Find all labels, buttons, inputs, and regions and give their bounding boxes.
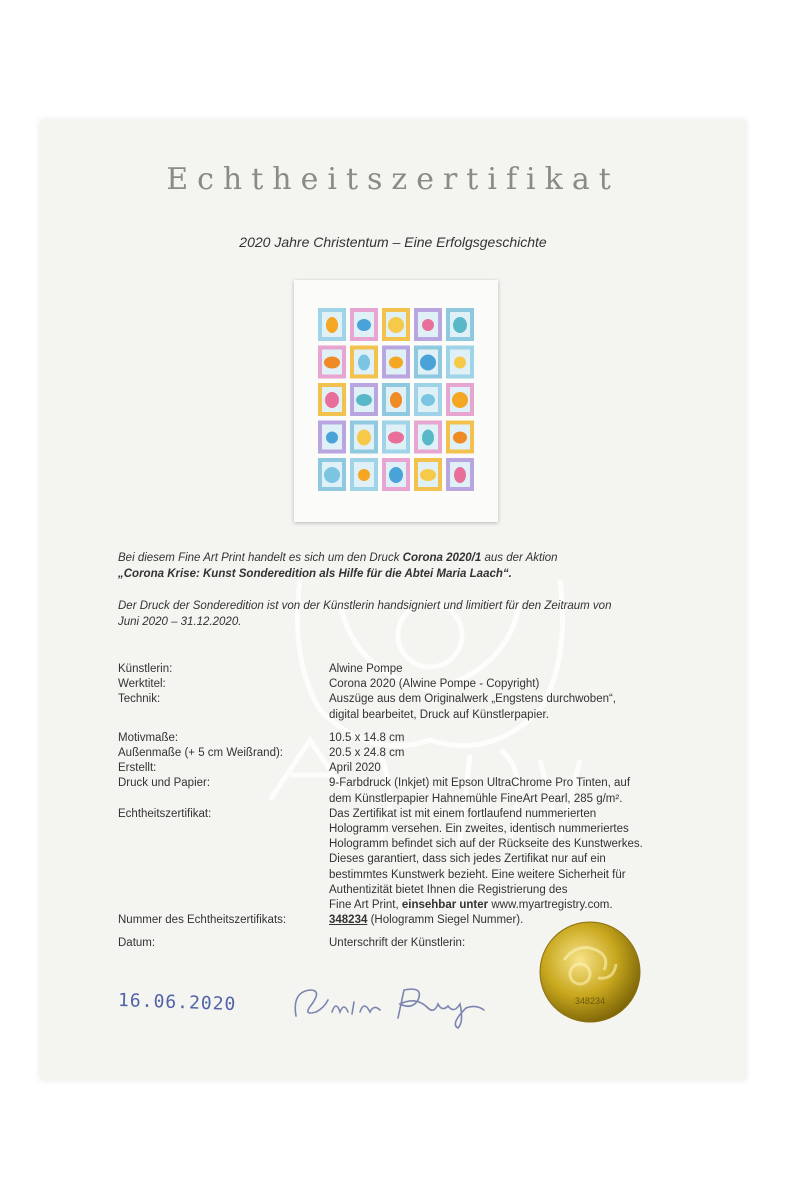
signature-label: Unterschrift der Künstlerin: (329, 937, 466, 950)
detail-row-artist: Künstlerin: Alwine Pompe (118, 663, 403, 675)
artwork-tile (446, 346, 474, 379)
artwork-tile (382, 421, 410, 454)
intro-paragraph-2: Der Druck der Sonderedition ist von der Künstlerin handsigniert und limitiert für den Zeitraum von Juni 2020 – 31.12.2020. (118, 600, 612, 628)
artwork-tile (382, 346, 410, 379)
artwork-tile (318, 308, 346, 341)
registry-url: www.myartregistry.com. (488, 899, 613, 912)
detail-row-motif-size: Motivmaße: 10.5 x 14.8 cm (118, 731, 405, 744)
certificate-paper (40, 120, 746, 1080)
date-label: Datum: (118, 937, 156, 950)
artwork-tile-grid (316, 306, 476, 496)
artwork-tile (414, 421, 442, 454)
detail-row-created: Erstellt: April 2020 (118, 762, 381, 775)
artwork-tile (382, 383, 410, 416)
artwork-tile (446, 421, 474, 454)
artwork-tile (318, 458, 346, 491)
certificate-subtitle: 2020 Jahre Christentum – Eine Erfolgsgeschichte (239, 234, 547, 250)
detail-row-print-paper: Druck und Papier: 9-Farbdruck (Inkjet) mit Epson UltraChrome Pro Tinten, auf dem Künstlerpapier Hahnemühle FineArt Pearl, 285 g/m². (118, 777, 631, 805)
artwork-tile (350, 421, 378, 454)
handwritten-date: 16.06.2020 (117, 989, 237, 1016)
artwork-tile (350, 346, 378, 379)
artwork-tile (350, 458, 378, 491)
intro-paragraph-1: Bei diesem Fine Art Print handelt es sich um den Druck Corona 2020/1 aus der Aktion „Corona Krise: Kunst Sonderedition als Hilfe für die Abtei Maria Laach“. (118, 552, 558, 580)
artwork-tile (350, 308, 378, 341)
print-edition-name: Corona 2020/1 (402, 552, 482, 564)
hologram-seal (538, 920, 642, 1024)
details-table (118, 662, 718, 952)
artwork-tile (414, 383, 442, 416)
certificate-number: 348234 (329, 914, 368, 927)
artwork-tile (414, 346, 442, 379)
seal-number: 348234 (574, 996, 606, 1006)
artwork-tile (446, 458, 474, 491)
certificate-title: Echtheitszertifikat (166, 162, 620, 197)
campaign-name: „Corona Krise: Kunst Sonderedition als Hilfe für die Abtei Maria Laach“. (118, 568, 512, 580)
artwork-tile (318, 421, 346, 454)
artwork-tile (318, 346, 346, 379)
artist-signature (288, 982, 498, 1032)
artwork-tile (350, 383, 378, 416)
artwork-thumbnail (294, 280, 498, 522)
detail-row-certificate: Echtheitszertifikat: Das Zertifikat ist mit einem fortlaufend nummerierten Hologramm versehen. Ein zweites, identisch nummeriertes Hologramm befindet sich auf der Rückseite des Kunstwerkes. Dieses garantiert, dass sich jedes Zertifikat nur auf ein bestimmtes Kunstwerk bezieht. Eine weitere Sicherheit für Authentizität bietet Ihnen die Registrierung des Fine Art Print, einsehbar unter www.myartregistry.com. (118, 807, 643, 912)
artwork-tile (414, 458, 442, 491)
artwork-tile (382, 308, 410, 341)
detail-row-technique: Technik: Auszüge aus dem Originalwerk „Engstens durchwoben“, digital bearbeitet, Druck auf Künstlerpapier. (118, 693, 617, 721)
artwork-tile (318, 383, 346, 416)
artwork-tile (414, 308, 442, 341)
intro-text (118, 550, 678, 646)
artwork-tile (382, 458, 410, 491)
detail-row-title: Werktitel: Corona 2020 (Alwine Pompe - Copyright) (118, 678, 540, 691)
artwork-tile (446, 383, 474, 416)
detail-row-outer-size: Außenmaße (+ 5 cm Weißrand): 20.5 x 24.8 cm (118, 747, 405, 760)
artwork-tile (446, 308, 474, 341)
detail-row-cert-number: Nummer des Echtheitszertifikats: 348234 (Hologramm Siegel Nummer). (118, 914, 524, 927)
